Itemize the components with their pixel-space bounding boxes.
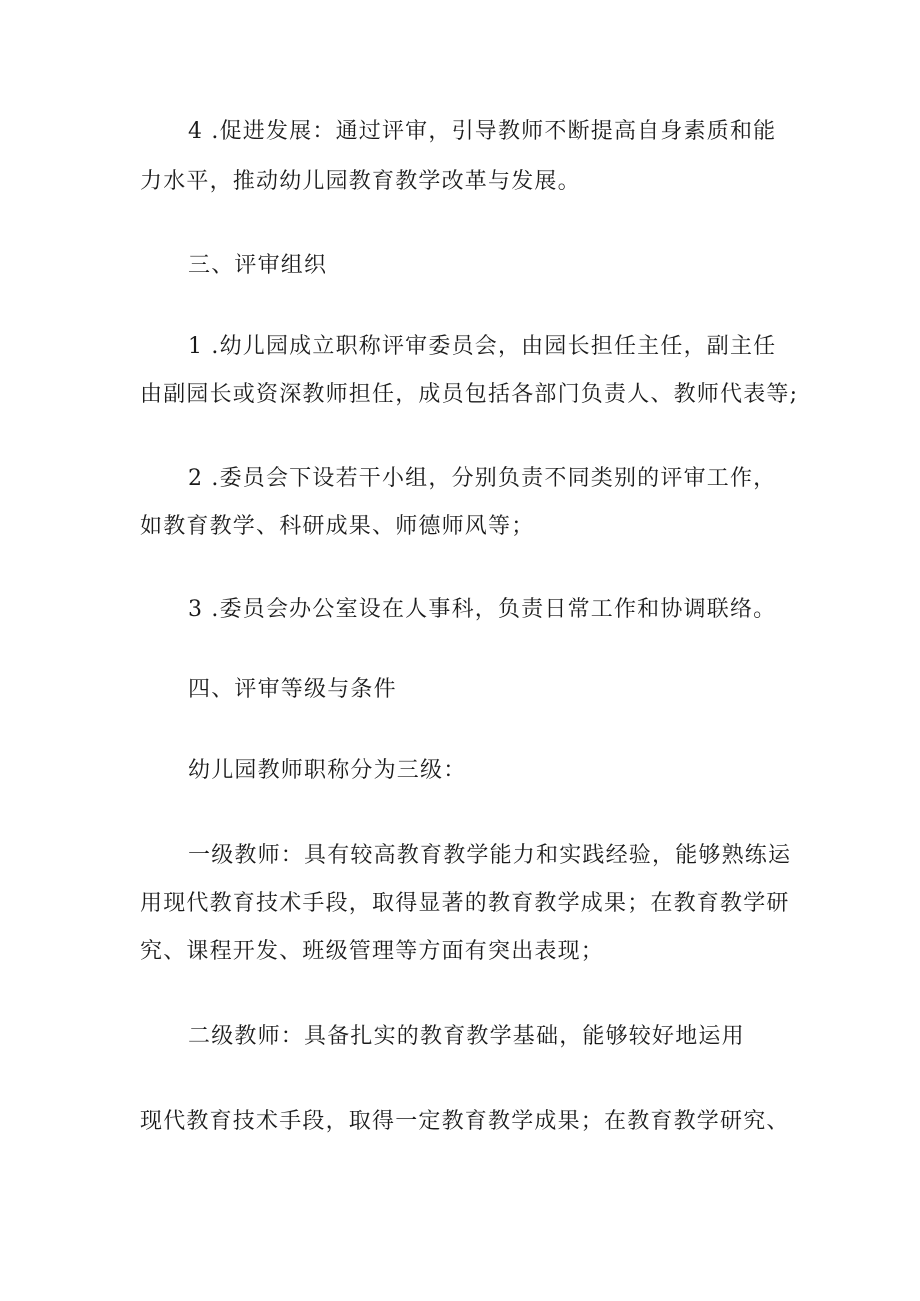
paragraph-committee-line-2: 由副园长或资深教师担任，成员包括各部门负责人、教师代表等; — [140, 382, 799, 407]
paragraph-committee-line-1: 1 .幼儿园成立职称评审委员会，由园长担任主任，副主任 — [188, 334, 777, 359]
paragraph-level-one-line-2: 用现代教育技术手段，取得显著的教育教学成果；在教育教学研 — [140, 891, 790, 916]
paragraph-subgroups-line-2: 如教育教学、科研成果、师德师风等； — [140, 514, 535, 539]
paragraph-level-one-line-1: 一级教师：具有较高教育教学能力和实践经验，能够熟练运 — [188, 843, 792, 868]
paragraph-three-levels: 幼儿园教师职称分为三级： — [188, 758, 467, 783]
paragraph-subgroups-line-1: 2 .委员会下设若干小组，分别负责不同类别的评审工作， — [188, 466, 777, 491]
paragraph-level-two-line-1: 二级教师：具备扎实的教育教学基础，能够较好地运用 — [188, 1024, 745, 1049]
paragraph-level-one-line-3: 究、课程开发、班级管理等方面有突出表现； — [140, 939, 605, 964]
paragraph-promote-development-line-1: 4 .促进发展：通过评审，引导教师不断提高自身素质和能 — [188, 119, 777, 144]
paragraph-level-two-line-2: 现代教育技术手段，取得一定教育教学成果；在教育教学研究、 — [140, 1109, 790, 1134]
paragraph-promote-development-line-2: 力水平，推动幼儿园教育教学改革与发展。 — [140, 169, 581, 194]
section-heading-review-organization: 三、评审组织 — [188, 253, 328, 278]
section-heading-grades-and-conditions: 四、评审等级与条件 — [188, 677, 397, 702]
paragraph-office: 3 .委员会办公室设在人事科，负责日常工作和协调联络。 — [188, 597, 777, 622]
